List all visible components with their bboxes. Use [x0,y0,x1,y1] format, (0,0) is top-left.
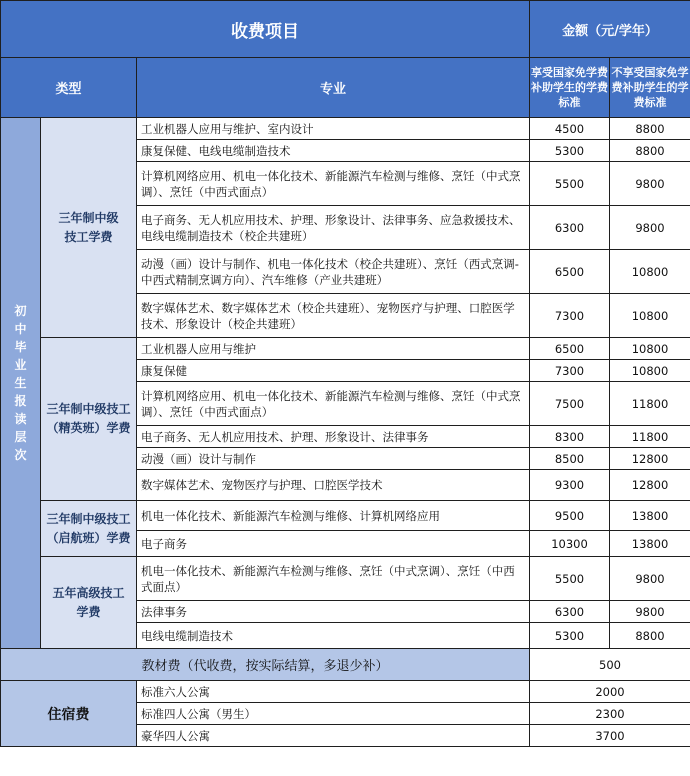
category-label: 三年制中级技工学费 [58,210,119,244]
level-cell [1,118,41,649]
major-cell: 动漫（画）设计与制作 [137,448,530,470]
table-row [1,338,690,360]
unsubsidized-fee: 12800 [610,470,690,501]
unsubsidized-fee: 12800 [610,448,690,470]
subsidized-fee: 5300 [530,140,610,162]
major-cell: 工业机器人应用与维护 [137,338,530,360]
category-label: 三年制中级技工（精英班）学费 [46,402,131,435]
unsubsidized-fee: 10800 [610,294,690,338]
unsubsidized-fee: 8800 [610,118,690,140]
major-cell: 计算机网络应用、机电一体化技术、新能源汽车检测与维修、烹饪（中式烹调）、烹饪（中西式面点） [137,162,530,206]
major-cell: 动漫（画）设计与制作、机电一体化技术（校企共建班）、烹饪（西式烹调-中西式精制烹调方向）、汽车维修（产业共建班） [137,250,530,294]
books-row [1,649,690,681]
table-row [1,501,690,531]
dorm-type: 标准四人公寓（男生） [137,703,530,725]
category-cell [41,338,137,501]
major-cell: 工业机器人应用与维护、室内设计 [137,118,530,140]
unsubsidized-fee: 10800 [610,250,690,294]
subsidized-fee: 7300 [530,360,610,382]
major-cell: 计算机网络应用、机电一体化技术、新能源汽车检测与维修、烹饪（中式烹调）、烹饪（中西式面点） [137,382,530,426]
unsubsidized-header: 不享受国家免学费补助学生的学费标准 [610,58,690,118]
unsubsidized-fee: 10800 [610,338,690,360]
major-cell: 康复保健 [137,360,530,382]
subsidized-fee: 8300 [530,426,610,448]
unsubsidized-fee: 8800 [610,140,690,162]
major-cell: 数字媒体艺术、数字媒体艺术（校企共建班）、宠物医疗与护理、口腔医学技术、形象设计（校企共建班） [137,294,530,338]
header-row-1 [1,1,690,58]
category-cell [41,501,137,557]
unsubsidized-fee: 8800 [610,623,690,649]
category-label: 五年高级技工学费 [52,585,125,619]
category-cell [41,557,137,649]
major-cell: 法律事务 [137,601,530,623]
major-cell: 电子商务、无人机应用技术、护理、形象设计、法律事务 [137,426,530,448]
unsubsidized-fee: 9800 [610,206,690,250]
header-row-2 [1,58,690,118]
subsidized-header: 享受国家免学费补助学生的学费标准 [530,58,610,118]
major-cell: 电线电缆制造技术 [137,623,530,649]
major-cell: 数字媒体艺术、宠物医疗与护理、口腔医学技术 [137,470,530,501]
unsubsidized-fee: 13800 [610,501,690,531]
dorm-amount: 2000 [530,681,690,703]
level-label: 初中毕业生报读层次 [14,304,27,462]
subsidized-fee: 6500 [530,338,610,360]
dorm-type: 标准六人公寓 [137,681,530,703]
dorm-type: 豪华四人公寓 [137,725,530,747]
subsidized-fee: 6300 [530,601,610,623]
subsidized-fee: 8500 [530,448,610,470]
major-cell: 电子商务、无人机应用技术、护理、形象设计、法律事务、应急救援技术、电线电缆制造技术（校企共建班） [137,206,530,250]
books-amount: 500 [530,649,690,681]
subsidized-fee: 6300 [530,206,610,250]
unsubsidized-fee: 10800 [610,360,690,382]
category-cell [41,118,137,338]
amount-header: 金额（元/学年） [530,1,690,58]
dorm-row [1,681,690,703]
major-cell: 电子商务 [137,531,530,557]
subsidized-fee: 10300 [530,531,610,557]
subsidized-fee: 5300 [530,623,610,649]
unsubsidized-fee: 9800 [610,557,690,601]
major-header: 专业 [137,58,530,118]
subsidized-fee: 9300 [530,470,610,501]
unsubsidized-fee: 11800 [610,382,690,426]
subsidized-fee: 7300 [530,294,610,338]
table-row [1,118,690,140]
books-label: 教材费（代收费，按实际结算，多退少补） [1,649,530,681]
major-cell: 康复保健、电线电缆制造技术 [137,140,530,162]
dorm-amount: 2300 [530,703,690,725]
category-label: 三年制中级技工（启航班）学费 [46,511,131,545]
major-cell: 机电一体化技术、新能源汽车检测与维修、计算机网络应用 [137,501,530,531]
unsubsidized-fee: 11800 [610,426,690,448]
dorm-amount: 3700 [530,725,690,747]
major-cell: 机电一体化技术、新能源汽车检测与维修、烹饪（中式烹调）、烹饪（中西式面点） [137,557,530,601]
subsidized-fee: 4500 [530,118,610,140]
unsubsidized-fee: 9800 [610,601,690,623]
subsidized-fee: 6500 [530,250,610,294]
subsidized-fee: 5500 [530,557,610,601]
subsidized-fee: 9500 [530,501,610,531]
type-header: 类型 [1,58,137,118]
subsidized-fee: 7500 [530,382,610,426]
subsidized-fee: 5500 [530,162,610,206]
unsubsidized-fee: 9800 [610,162,690,206]
table-row [1,557,690,601]
unsubsidized-fee: 13800 [610,531,690,557]
fee-item-header: 收费项目 [1,1,530,58]
dorm-label: 住宿费 [1,681,137,747]
